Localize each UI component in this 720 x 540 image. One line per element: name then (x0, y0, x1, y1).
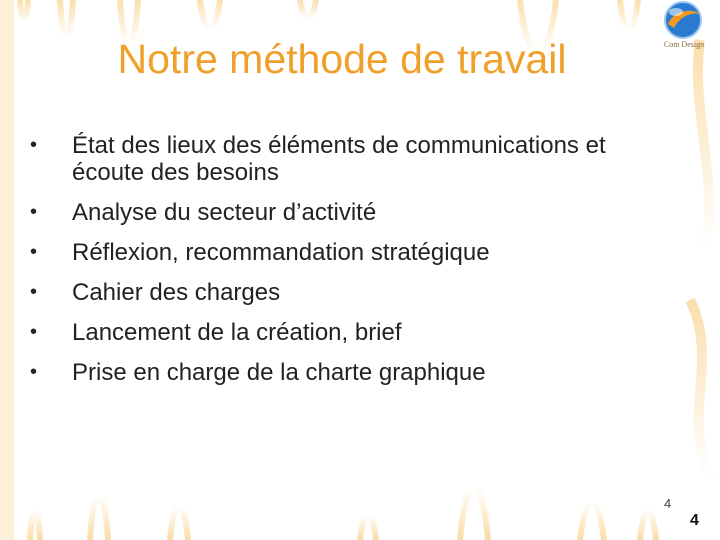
list-item (30, 359, 670, 386)
list-item-text: Analyse du secteur d’activité (72, 199, 377, 226)
list-item-text: Cahier des charges (72, 279, 281, 306)
bullet-icon: • (30, 321, 38, 343)
slide-number: 4 (690, 512, 699, 529)
list-item (30, 319, 670, 346)
list-item-text: Prise en charge de la charte graphique (72, 359, 486, 386)
bullet-icon: • (30, 281, 38, 303)
list-item (30, 239, 670, 266)
list-item-text: Réflexion, recommandation stratégique (72, 239, 490, 266)
logo-text: Com Design (663, 40, 705, 49)
bullet-list (30, 132, 670, 399)
bullet-icon: • (30, 134, 38, 156)
bullet-icon: • (30, 201, 38, 223)
slide-number-small: 4 (664, 496, 672, 511)
bullet-icon: • (30, 361, 38, 383)
list-item-text: État des lieux des éléments de communications et écoute des besoins (72, 132, 606, 186)
bullet-icon: • (30, 241, 38, 263)
list-item (30, 279, 670, 306)
slide-title: Notre méthode de travail (117, 36, 567, 82)
list-item-text: Lancement de la création, brief (72, 319, 402, 346)
list-item (30, 132, 670, 186)
list-item (30, 199, 670, 226)
